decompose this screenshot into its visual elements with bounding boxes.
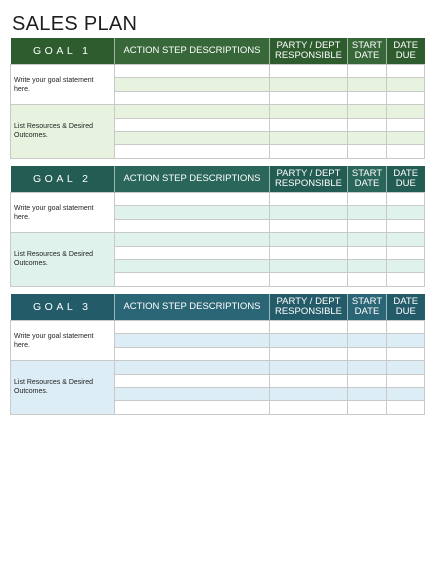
goal-3-resources[interactable]: List Resources & Desired Outcomes. — [11, 361, 115, 415]
goal-3-table — [10, 294, 425, 415]
start-cell[interactable] — [348, 219, 387, 232]
goal-2-table — [10, 166, 425, 287]
start-cell[interactable] — [348, 233, 387, 246]
goal-2-action-header: ACTION STEP DESCRIPTIONS — [115, 166, 270, 193]
page-title: SALES PLAN — [12, 13, 138, 35]
goal-1-party-header: PARTY / DEPT RESPONSIBLE — [270, 38, 348, 65]
goal-3-due-header: DATE DUE — [387, 294, 425, 321]
goal-2-statement[interactable]: Write your goal statement here. — [11, 193, 115, 233]
action-cell[interactable] — [115, 233, 270, 246]
due-cell[interactable] — [387, 131, 425, 144]
due-cell[interactable] — [387, 78, 425, 91]
start-cell[interactable] — [348, 91, 387, 104]
party-cell[interactable] — [270, 118, 348, 131]
start-cell[interactable] — [348, 193, 387, 206]
action-cell[interactable] — [115, 387, 270, 400]
action-cell[interactable] — [115, 321, 270, 334]
party-cell[interactable] — [270, 259, 348, 272]
party-cell[interactable] — [270, 246, 348, 259]
action-cell[interactable] — [115, 401, 270, 414]
party-cell[interactable] — [270, 361, 348, 374]
due-cell[interactable] — [387, 387, 425, 400]
party-cell[interactable] — [270, 401, 348, 414]
start-cell[interactable] — [348, 118, 387, 131]
due-cell[interactable] — [387, 91, 425, 104]
action-cell[interactable] — [115, 91, 270, 104]
action-cell[interactable] — [115, 131, 270, 144]
start-cell[interactable] — [348, 145, 387, 158]
due-cell[interactable] — [387, 347, 425, 360]
action-cell[interactable] — [115, 65, 270, 78]
due-cell[interactable] — [387, 361, 425, 374]
due-cell[interactable] — [387, 105, 425, 118]
party-cell[interactable] — [270, 321, 348, 334]
start-cell[interactable] — [348, 361, 387, 374]
start-cell[interactable] — [348, 334, 387, 347]
action-cell[interactable] — [115, 219, 270, 232]
action-cell[interactable] — [115, 193, 270, 206]
goal-3-party-header: PARTY / DEPT RESPONSIBLE — [270, 294, 348, 321]
start-cell[interactable] — [348, 78, 387, 91]
goal-1-section — [10, 38, 424, 159]
start-cell[interactable] — [348, 206, 387, 219]
start-cell[interactable] — [348, 401, 387, 414]
action-cell[interactable] — [115, 273, 270, 286]
goal-1-due-header: DATE DUE — [387, 38, 425, 65]
party-cell[interactable] — [270, 347, 348, 360]
start-cell[interactable] — [348, 347, 387, 360]
due-cell[interactable] — [387, 273, 425, 286]
goal-3-action-header: ACTION STEP DESCRIPTIONS — [115, 294, 270, 321]
goal-3-statement[interactable]: Write your goal statement here. — [11, 321, 115, 361]
action-cell[interactable] — [115, 118, 270, 131]
action-cell[interactable] — [115, 259, 270, 272]
party-cell[interactable] — [270, 131, 348, 144]
table-row — [11, 233, 425, 246]
goal-3-start-header: START DATE — [348, 294, 387, 321]
party-cell[interactable] — [270, 219, 348, 232]
start-cell[interactable] — [348, 246, 387, 259]
table-row — [11, 321, 425, 334]
goal-2-start-header: START DATE — [348, 166, 387, 193]
goal-1-statement[interactable]: Write your goal statement here. — [11, 65, 115, 105]
goal-3-header-row — [11, 294, 425, 321]
start-cell[interactable] — [348, 374, 387, 387]
goal-2-section — [10, 166, 424, 287]
start-cell[interactable] — [348, 387, 387, 400]
start-cell[interactable] — [348, 131, 387, 144]
goal-2-resources[interactable]: List Resources & Desired Outcomes. — [11, 233, 115, 287]
due-cell[interactable] — [387, 321, 425, 334]
goal-2-label: GOAL 2 — [11, 166, 115, 193]
party-cell[interactable] — [270, 206, 348, 219]
table-row — [11, 193, 425, 206]
due-cell[interactable] — [387, 65, 425, 78]
party-cell[interactable] — [270, 233, 348, 246]
due-cell[interactable] — [387, 246, 425, 259]
party-cell[interactable] — [270, 193, 348, 206]
goal-2-header-row — [11, 166, 425, 193]
due-cell[interactable] — [387, 118, 425, 131]
due-cell[interactable] — [387, 193, 425, 206]
action-cell[interactable] — [115, 105, 270, 118]
party-cell[interactable] — [270, 334, 348, 347]
due-cell[interactable] — [387, 145, 425, 158]
action-cell[interactable] — [115, 206, 270, 219]
due-cell[interactable] — [387, 401, 425, 414]
goal-1-start-header: START DATE — [348, 38, 387, 65]
due-cell[interactable] — [387, 334, 425, 347]
action-cell[interactable] — [115, 145, 270, 158]
start-cell[interactable] — [348, 105, 387, 118]
goal-2-due-header: DATE DUE — [387, 166, 425, 193]
goal-2-party-header: PARTY / DEPT RESPONSIBLE — [270, 166, 348, 193]
goal-1-table — [10, 38, 425, 159]
goal-1-header-row — [11, 38, 425, 65]
goal-3-section — [10, 294, 424, 415]
table-row — [11, 361, 425, 374]
action-cell[interactable] — [115, 347, 270, 360]
action-cell[interactable] — [115, 334, 270, 347]
due-cell[interactable] — [387, 259, 425, 272]
party-cell[interactable] — [270, 273, 348, 286]
action-cell[interactable] — [115, 374, 270, 387]
start-cell[interactable] — [348, 259, 387, 272]
due-cell[interactable] — [387, 374, 425, 387]
start-cell[interactable] — [348, 273, 387, 286]
party-cell[interactable] — [270, 145, 348, 158]
action-cell[interactable] — [115, 246, 270, 259]
action-cell[interactable] — [115, 78, 270, 91]
party-cell[interactable] — [270, 78, 348, 91]
start-cell[interactable] — [348, 65, 387, 78]
party-cell[interactable] — [270, 387, 348, 400]
due-cell[interactable] — [387, 233, 425, 246]
start-cell[interactable] — [348, 321, 387, 334]
action-cell[interactable] — [115, 361, 270, 374]
goal-3-label: GOAL 3 — [11, 294, 115, 321]
due-cell[interactable] — [387, 219, 425, 232]
table-row — [11, 65, 425, 78]
due-cell[interactable] — [387, 206, 425, 219]
party-cell[interactable] — [270, 374, 348, 387]
goal-1-resources[interactable]: List Resources & Desired Outcomes. — [11, 105, 115, 159]
party-cell[interactable] — [270, 91, 348, 104]
party-cell[interactable] — [270, 105, 348, 118]
goal-1-action-header: ACTION STEP DESCRIPTIONS — [115, 38, 270, 65]
goal-1-label: GOAL 1 — [11, 38, 115, 65]
table-row — [11, 105, 425, 118]
party-cell[interactable] — [270, 65, 348, 78]
